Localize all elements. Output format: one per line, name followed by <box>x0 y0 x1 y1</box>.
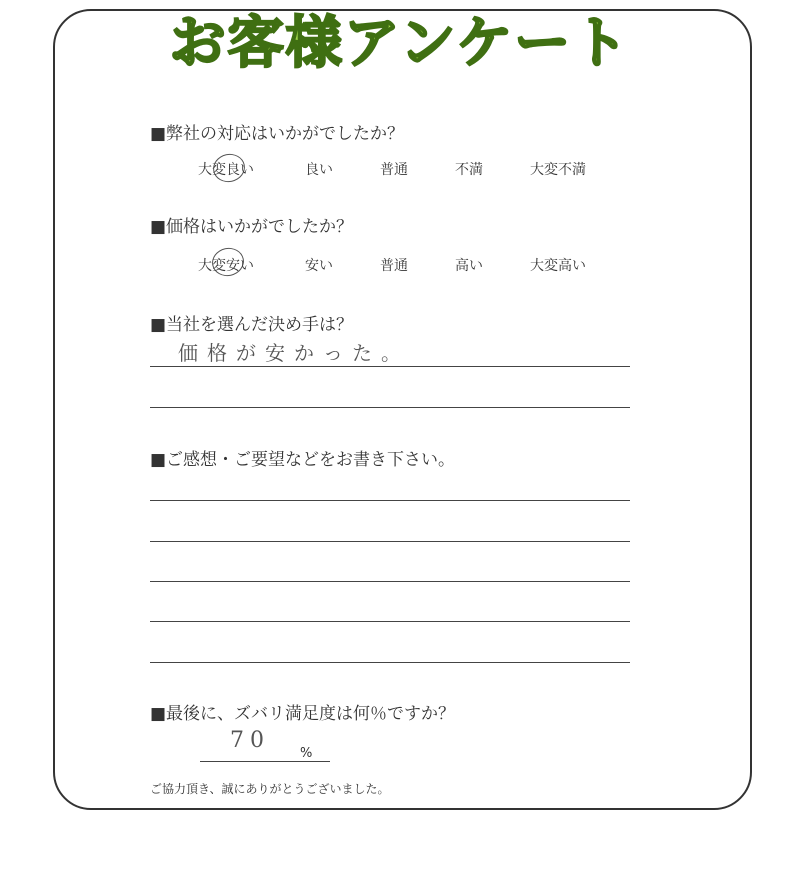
question-price: ■価格はいかがでしたか？ <box>150 217 354 237</box>
question-comments: ■ご感想・ご要望などをお書き下さい。 <box>150 450 456 470</box>
comment-line[interactable] <box>150 500 630 501</box>
option-price-very-high[interactable]: 大変高い <box>530 258 586 274</box>
handwritten-answer-deciding-factor: 価格が安かった。 <box>178 341 410 365</box>
percent-sign: % <box>300 746 313 761</box>
option-price-cheap[interactable]: 安い <box>305 258 333 274</box>
option-service-very-good[interactable]: 大変良い <box>198 162 254 178</box>
comment-line[interactable] <box>150 541 630 542</box>
handwritten-satisfaction-value: 70 <box>230 728 270 753</box>
answer-line[interactable] <box>150 407 630 408</box>
options-service <box>150 159 630 183</box>
question-service: ■弊社の対応はいかがでしたか？ <box>150 124 405 144</box>
option-price-very-cheap[interactable]: 大変安い <box>198 258 254 274</box>
thank-you-note: ご協力頂き、誠にありがとうございました。 <box>150 782 390 796</box>
satisfaction-line[interactable] <box>200 761 330 762</box>
option-service-good[interactable]: 良い <box>305 162 333 178</box>
option-price-high[interactable]: 高い <box>455 258 483 274</box>
options-price <box>150 255 630 279</box>
option-service-unsatisfied[interactable]: 不満 <box>455 162 483 178</box>
question-deciding-factor: ■当社を選んだ決め手は？ <box>150 315 354 335</box>
comment-line[interactable] <box>150 581 630 582</box>
option-service-normal[interactable]: 普通 <box>380 162 408 178</box>
answer-line[interactable] <box>150 366 630 367</box>
comment-line[interactable] <box>150 621 630 622</box>
comment-line[interactable] <box>150 662 630 663</box>
option-service-very-unsatisfied[interactable]: 大変不満 <box>530 162 586 178</box>
survey-title: お客様アンケート <box>169 11 631 76</box>
option-price-normal[interactable]: 普通 <box>380 258 408 274</box>
question-satisfaction: ■最後に、ズバリ満足度は何％ですか？ <box>150 704 456 724</box>
